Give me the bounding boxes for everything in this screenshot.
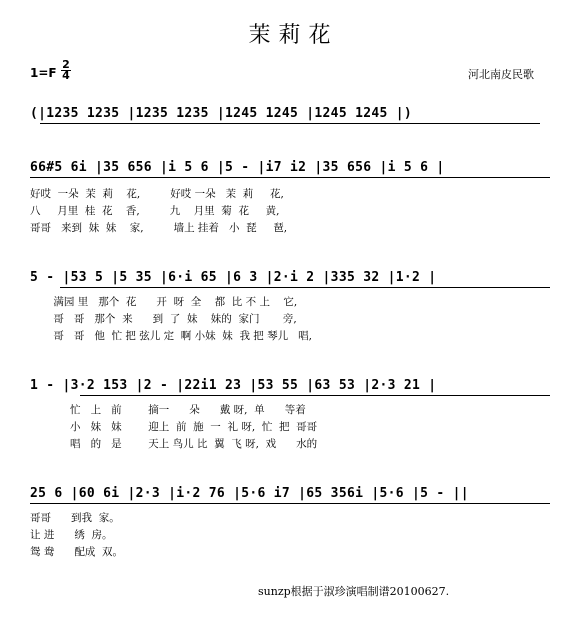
system-3-underline bbox=[80, 395, 550, 396]
system-1-lyric-3: 哥哥 来到 妹 妹 家, 墙上 挂着 小 琵 琶, bbox=[30, 222, 288, 234]
system-2-lyric-2: 哥 哥 那个 来 到 了 妹 妹的 家门 旁, bbox=[30, 313, 297, 325]
system-3-notes: 1 - |3·2 153 |2 - |22i1 23 |53 55 |63 53 |2·3 21 | bbox=[30, 378, 437, 393]
transcription-credit: sunzp根据于淑珍演唱制谱20100627. bbox=[258, 585, 450, 598]
time-signature-top: 2 bbox=[62, 58, 70, 71]
system-2-lyric-1: 满园 里 那个 花 开 呀 全 都 比 不 上 它, bbox=[30, 296, 298, 308]
song-origin: 河北南皮民歌 bbox=[468, 68, 534, 81]
system-3-lyric-1: 忙 上 前 摘一 朵 戴 呀, 单 等着 bbox=[30, 404, 306, 416]
system-4-lyric-1: 哥哥 到我 家。 bbox=[30, 512, 120, 524]
system-3-lyric-2: 小 妹 妹 迎上 前 施 一 礼 呀, 忙 把 哥哥 bbox=[30, 421, 318, 433]
system-4-lyric-3: 鸳 鸯 配成 双。 bbox=[30, 546, 124, 558]
time-signature-bottom: 4 bbox=[62, 69, 70, 82]
system-1-lyric-2: 八 月里 桂 花 香, 九 月里 菊 花 黄, bbox=[30, 205, 280, 217]
system-4-underline bbox=[30, 503, 550, 504]
intro-notes: (|1235 1235 |1235 1235 |1245 1245 |1245 1245 |) bbox=[30, 106, 412, 121]
system-2-notes: 5 - |53 5 |5 35 |6·i 65 |6 3 |2·i 2 |335 32 |1·2 | bbox=[30, 270, 437, 285]
system-1-notes: 66#5 6i |35 656 |i 5 6 |5 - |i7 i2 |35 656 |i 5 6 | bbox=[30, 160, 445, 175]
system-1-lyric-1: 好哎 一朵 茉 莉 花, 好哎 一朵 茉 莉 花, bbox=[30, 188, 284, 200]
system-2-lyric-3: 哥 哥 他 忙 把 弦儿 定 啊 小妹 妹 我 把 琴儿 唱, bbox=[30, 330, 312, 342]
system-3-lyric-3: 唱 的 是 天上 鸟儿 比 翼 飞 呀, 戏 水的 bbox=[30, 438, 318, 450]
system-1-underline bbox=[30, 177, 550, 178]
key-signature: 1=F bbox=[30, 66, 57, 80]
system-2-underline bbox=[60, 287, 550, 288]
song-title: 茉莉花 bbox=[248, 23, 339, 48]
system-4-notes: 25 6 |60 6i |2·3 |i·2 76 |5·6 i7 |65 356i |5·6 |5 - || bbox=[30, 486, 469, 501]
system-4-lyric-2: 让 进 绣 房。 bbox=[30, 529, 113, 541]
time-signature bbox=[60, 60, 72, 81]
intro-underline bbox=[40, 123, 540, 124]
